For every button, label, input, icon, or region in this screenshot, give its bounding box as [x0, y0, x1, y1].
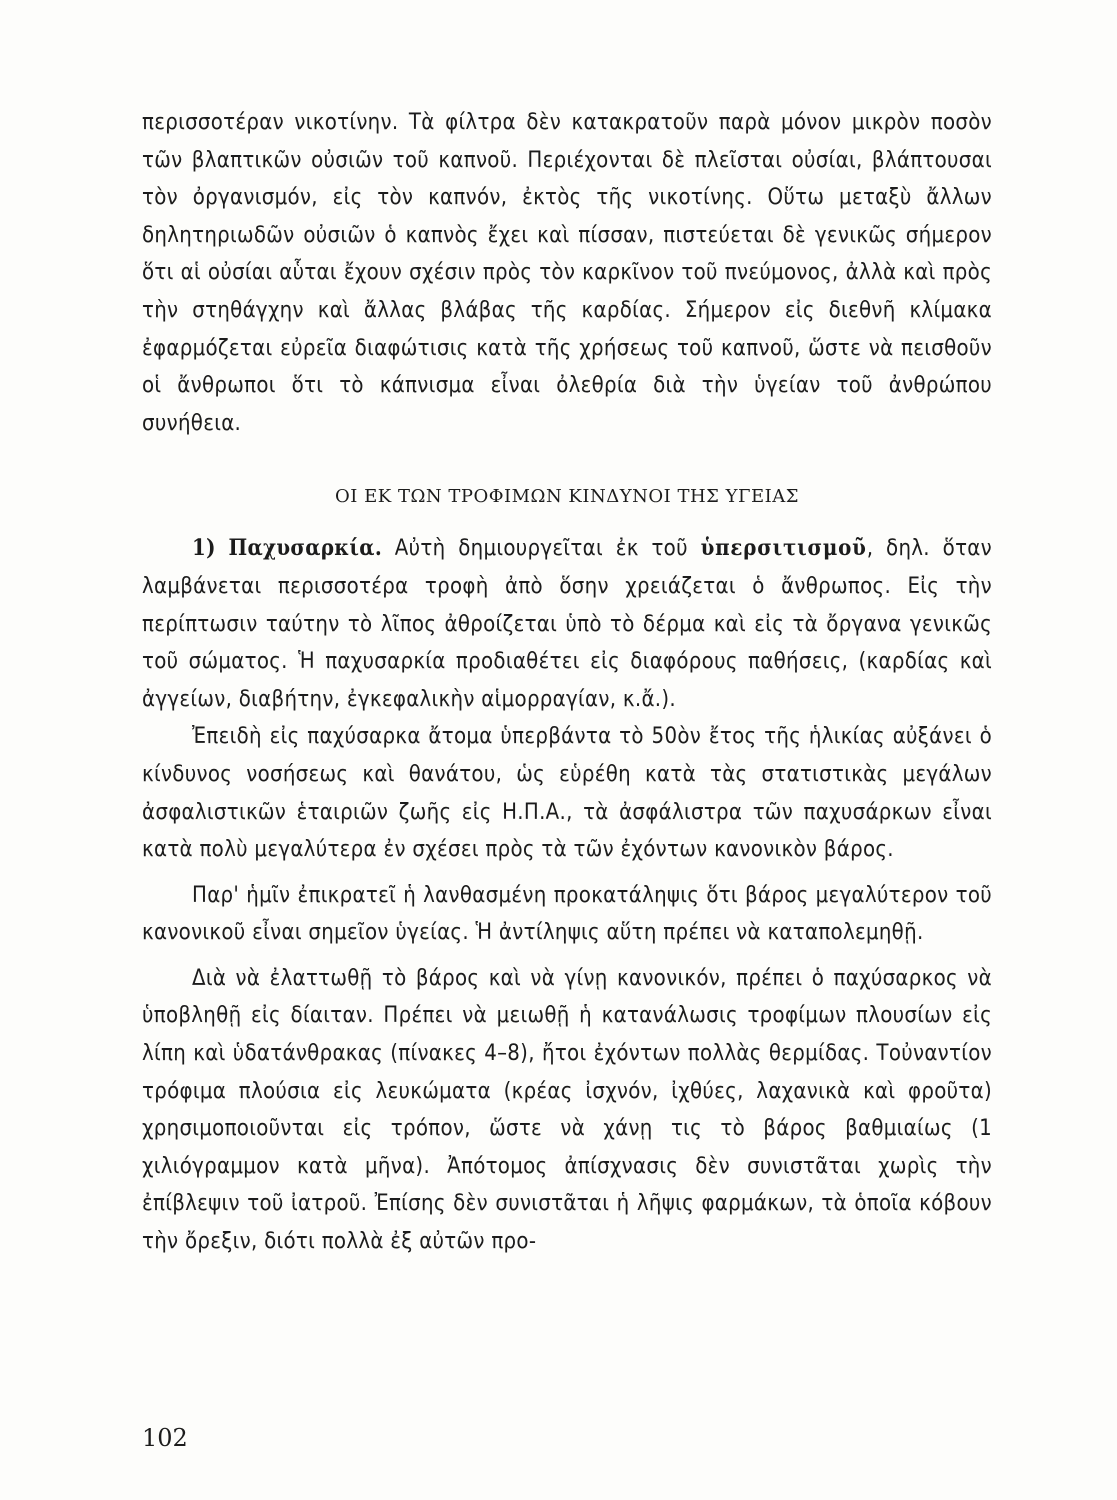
- paragraph-obesity-text-a: Αὐτὴ δημιουργεῖται ἐκ τοῦ: [382, 536, 701, 562]
- paragraph-obesity: [142, 530, 992, 718]
- section-heading: ΟΙ ΕΚ ΤΩΝ ΤΡΟΦΙΜΩΝ ΚΙΝΔΥΝΟΙ ΤΗΣ ΥΓΕΙΑΣ: [335, 486, 799, 508]
- paragraph-obesity-text-b: , δηλ. ὅταν λαμβάνεται περισσοτέρα τροφὴ ἀπὸ ὅσην χρειάζεται ὁ ἄνθρωπος. Εἰς τὴν περίπτωσιν ταύτην τὸ λῖπος ἀθροίζεται ὑπὸ τὸ δέρμα καὶ εἰς τὰ ὄργανα γενικῶς τοῦ σώματος. Ἡ παχυσαρκία προδιαθέτει εἰς διαφόρους παθήσεις, (καρδίας καὶ ἀγγείων, διαβήτην, ἐγκεφαλικὴν αἱμορραγίαν, κ.ἄ.).: [142, 536, 992, 712]
- section-title: Παχυσαρκία.: [228, 535, 383, 562]
- page-body: [142, 104, 992, 1261]
- paragraph-insurance: Ἐπειδὴ εἰς παχύσαρκα ἄτομα ὑπερβάντα τὸ 50ὸν ἔτος τῆς ἡλικίας αὐξάνει ὁ κίνδυνος νοσήσεως καὶ θανάτου, ὡς εὑρέθη κατὰ τὰς στατιστικὰς μεγάλων ἀσφαλιστικῶν ἑταιριῶν ζωῆς εἰς Η.Π.Α., τὰ ἀσφάλιστρα τῶν παχυσάρκων εἶναι κατὰ πολὺ μεγαλύτερα ἐν σχέσει πρὸς τὰ τῶν ἐχόντων κανονικὸν βάρος.: [142, 724, 992, 863]
- emphasized-term: ὑπερσιτισμοῦ: [700, 535, 867, 562]
- section-number: 1): [192, 535, 216, 562]
- page-number: 102: [142, 1424, 188, 1452]
- paragraph-smoking: περισσοτέραν νικοτίνην. Τὰ φίλτρα δὲν κατακρατοῦν παρὰ μόνον μικρὸν ποσὸν τῶν βλαπτικῶν οὐσιῶν τοῦ καπνοῦ. Περιέχονται δὲ πλεῖσται οὐσίαι, βλάπτουσαι τὸν ὀργανισμόν, εἰς τὸν καπνόν, ἐκτὸς τῆς νικοτίνης. Οὕτω μεταξὺ ἄλλων δηλητηριωδῶν οὐσιῶν ὁ καπνὸς ἔχει καὶ πίσσαν, πιστεύεται δὲ γενικῶς σήμερον ὅτι αἱ οὐσίαι αὗται ἔχουν σχέσιν πρὸς τὸν καρκῖνον τοῦ πνεύμονος, ἀλλὰ καὶ πρὸς τὴν στηθάγχην καὶ ἄλλας βλάβας τῆς καρδίας. Σήμερον εἰς διεθνῆ κλίμακα ἐφαρμόζεται εὐρεῖα διαφώτισις κατὰ τῆς χρήσεως τοῦ καπνοῦ, ὥστε νὰ πεισθοῦν οἱ ἄνθρωποι ὅτι τὸ κάπνισμα εἶναι ὀλεθρία διὰ τὴν ὑγείαν τοῦ ἀνθρώπου συνήθεια.: [142, 110, 992, 436]
- paragraph-diet: Διὰ νὰ ἐλαττωθῇ τὸ βάρος καὶ νὰ γίνῃ κανονικόν, πρέπει ὁ παχύσαρκος νὰ ὑποβληθῇ εἰς δίαιταν. Πρέπει νὰ μειωθῇ ἡ κατανάλωσις τροφίμων πλουσίων εἰς λίπη καὶ ὑδατάνθρακας (πίνακες 4–8), ἤτοι ἐχόντων πολλὰς θερμίδας. Τοὐναντίον τρόφιμα πλούσια εἰς λευκώματα (κρέας ἰσχνόν, ἰχθύες, λαχανικὰ καὶ φροῦτα) χρησιμοποιοῦνται εἰς τρόπον, ὥστε νὰ χάνῃ τις τὸ βάρος βαθμιαίως (1 χιλιόγραμμον κατὰ μῆνα). Ἀπότομος ἀπίσχνασις δὲν συνιστᾶται χωρὶς τὴν ἐπίβλεψιν τοῦ ἰατροῦ. Ἐπίσης δὲν συνιστᾶται ἡ λῆψις φαρμάκων, τὰ ὁποῖα κόβουν τὴν ὄρεξιν, διότι πολλὰ ἐξ αὐτῶν προ-: [142, 965, 992, 1255]
- paragraph-prejudice: Παρ' ἡμῖν ἐπικρατεῖ ἡ λανθασμένη προκατάληψις ὅτι βάρος μεγαλύτερον τοῦ κανονικοῦ εἶναι σημεῖον ὑγείας. Ἡ ἀντίληψις αὕτη πρέπει νὰ καταπολεμηθῇ.: [142, 882, 992, 946]
